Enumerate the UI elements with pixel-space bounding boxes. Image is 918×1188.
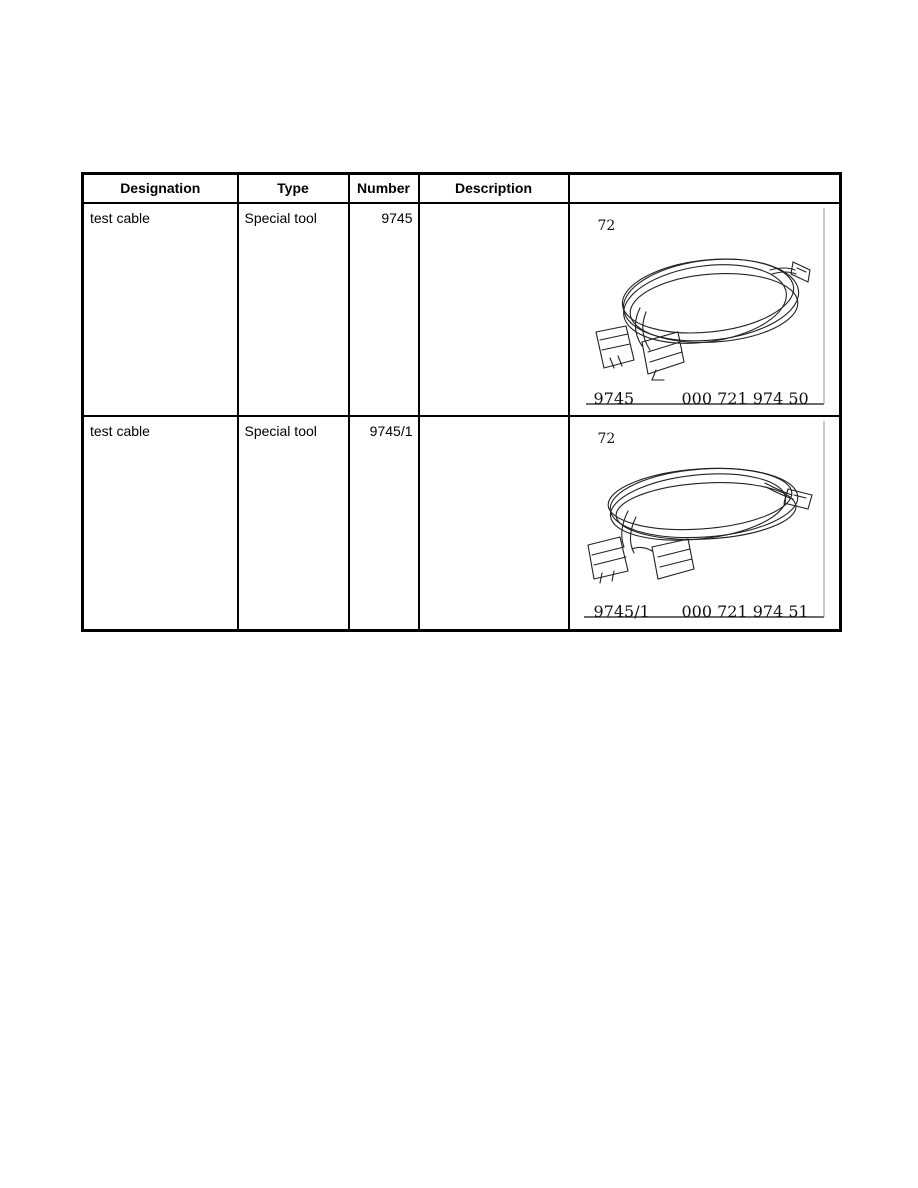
number-text: 9745 (381, 210, 413, 226)
designation-text: test cable (90, 210, 150, 226)
figure-cell (569, 203, 841, 416)
header-type: Type (238, 174, 349, 204)
test-cable-illustration (580, 421, 830, 622)
header-image (569, 174, 841, 204)
figure-tool-number: 9745/1 (593, 601, 650, 621)
figure-tool-number: 9745 (593, 389, 635, 408)
description-cell (419, 203, 569, 416)
header-designation: Designation (83, 174, 238, 204)
description-cell (419, 416, 569, 631)
description-text (420, 204, 568, 210)
designation-cell (83, 203, 238, 416)
designation-text: test cable (90, 422, 150, 439)
figure-code: 72 (597, 218, 616, 234)
table-header-row (83, 174, 841, 204)
type-cell (238, 416, 349, 631)
figure-code: 72 (597, 430, 616, 447)
header-description: Description (419, 174, 569, 204)
description-text (420, 417, 568, 423)
number-text: 9745/1 (369, 422, 413, 439)
designation-cell (83, 416, 238, 631)
figure-part-number: 000 721 974 50 (681, 389, 809, 408)
type-cell (238, 203, 349, 416)
figure-cell (569, 416, 841, 631)
header-number: Number (349, 174, 419, 204)
test-cable-figure (580, 208, 830, 409)
special-tools-table (81, 172, 842, 632)
type-text: Special tool (244, 210, 317, 226)
test-cable-illustration (580, 208, 830, 409)
test-cable-figure (580, 421, 830, 622)
type-text: Special tool (244, 422, 317, 439)
table-row (83, 416, 841, 631)
number-cell (349, 416, 419, 631)
number-cell (349, 203, 419, 416)
figure-part-number: 000 721 974 51 (681, 601, 809, 621)
table-row (83, 203, 841, 416)
